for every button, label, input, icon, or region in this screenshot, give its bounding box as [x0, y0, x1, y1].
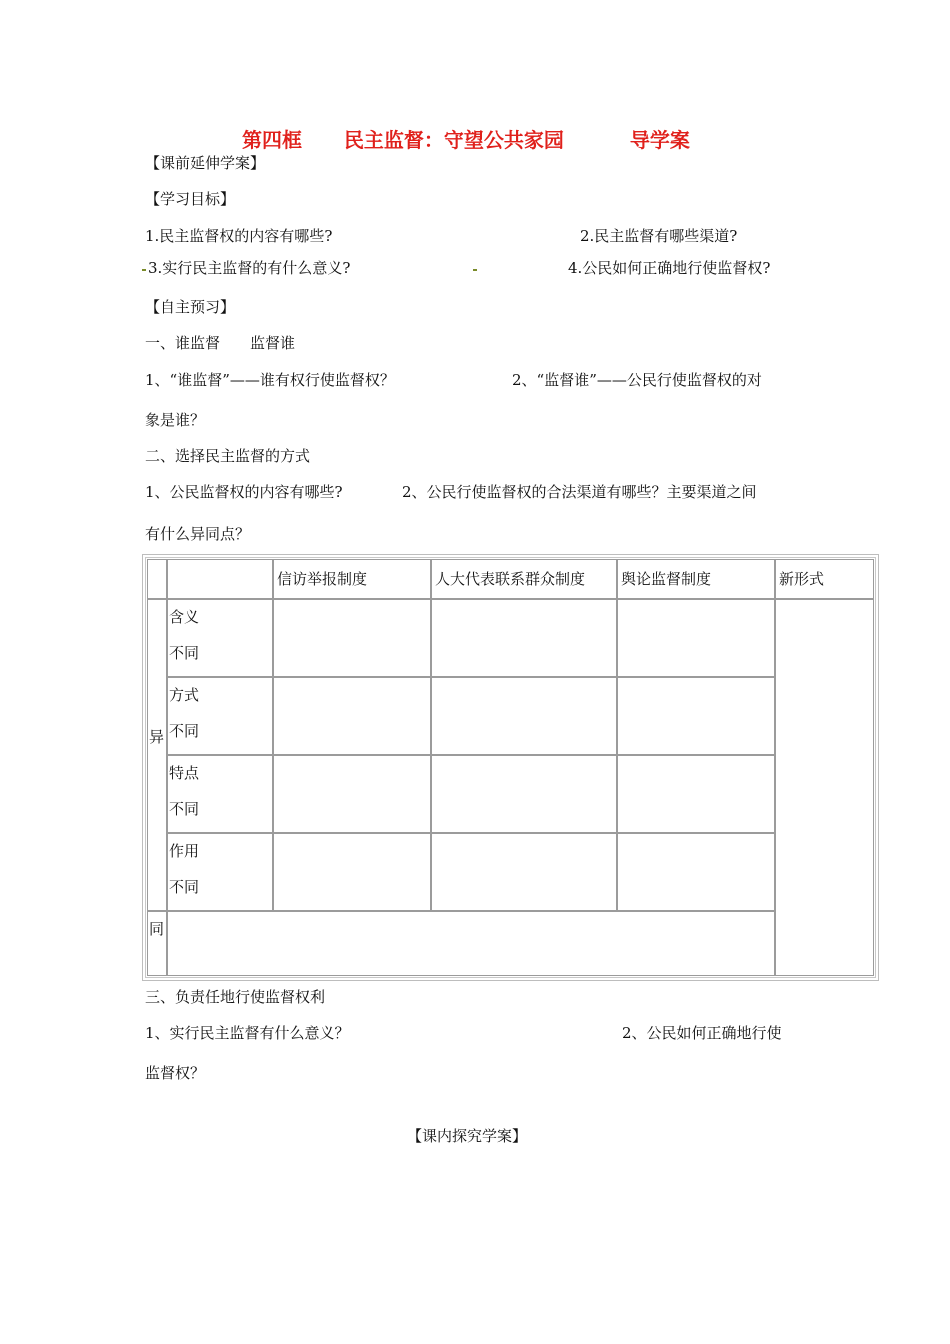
- header-col-4-label: 新形式: [779, 570, 825, 588]
- row-2-cell-2: [431, 677, 617, 755]
- row-1-cell-1: [273, 599, 431, 677]
- header-col-3-label: 舆论监督制度: [621, 570, 712, 588]
- part3-question-2-cont: 监督权？: [145, 1064, 206, 1082]
- part3-question-1: 1、实行民主监督有什么意义？: [145, 1024, 350, 1042]
- header-corner-left: [147, 559, 167, 599]
- part1-heading: 一、谁监督 监督谁: [145, 334, 296, 352]
- diff-label: 异: [149, 728, 165, 746]
- row-1-line-2: 不同: [169, 644, 200, 662]
- part3-question-2: 2、公民如何正确地行使: [622, 1024, 782, 1042]
- part3-heading: 三、负责任地行使监督权利: [145, 988, 326, 1006]
- row-1-label: [167, 599, 273, 677]
- marker-dot: [142, 269, 146, 271]
- row-2-label: [167, 677, 273, 755]
- row-2-cell-3: [617, 677, 775, 755]
- row-3-cell-1: [273, 755, 431, 833]
- row-2-cell-1: [273, 677, 431, 755]
- comparison-table: [142, 554, 879, 981]
- title-part-2: 民主监督：守望公共家园: [343, 128, 564, 152]
- row-3-cell-3: [617, 755, 775, 833]
- page-title: [242, 124, 690, 153]
- header-col-1: [273, 559, 431, 599]
- row-4-line-2: 不同: [169, 878, 200, 896]
- row-3-line-1: 特点: [169, 764, 200, 782]
- row-4-line-1: 作用: [169, 842, 200, 860]
- part1-question-2: 2、“监督谁”——公民行使监督权的对: [512, 371, 762, 389]
- same-label: 同: [149, 920, 165, 938]
- row-3-label: [167, 755, 273, 833]
- row-4-label: [167, 833, 273, 911]
- header-corner: [167, 559, 273, 599]
- header-col-2-label: 人大代表联系群众制度: [435, 570, 586, 588]
- same-label-cell: [147, 911, 167, 976]
- goal-2: 2.民主监督有哪些渠道?: [580, 227, 738, 245]
- part2-heading: 二、选择民主监督的方式: [145, 447, 311, 465]
- goal-1: 1.民主监督权的内容有哪些?: [145, 227, 333, 245]
- new-form-cell: [775, 599, 874, 976]
- part1-question-2-cont: 象是谁？: [145, 411, 206, 429]
- section-in-class: 【课内探究学案】: [407, 1127, 528, 1145]
- part1-question-1: 1、“谁监督”——谁有权行使监督权？: [145, 371, 395, 389]
- header-col-1-label: 信访举报制度: [277, 570, 368, 588]
- header-col-4: [775, 559, 874, 599]
- part2-question-2-cont: 有什么异同点？: [145, 525, 251, 543]
- row-2-line-2: 不同: [169, 722, 200, 740]
- marker-dot: [473, 269, 477, 271]
- row-1-cell-2: [431, 599, 617, 677]
- row-3-line-2: 不同: [169, 800, 200, 818]
- header-col-2: [431, 559, 617, 599]
- title-part-1: 第四框: [242, 128, 302, 152]
- goal-4: 4.公民如何正确地行使监督权?: [568, 259, 771, 277]
- title-part-3: 导学案: [629, 128, 690, 152]
- goal-3: 3.实行民主监督的有什么意义?: [148, 259, 351, 277]
- row-2-line-1: 方式: [169, 686, 200, 704]
- header-col-3: [617, 559, 775, 599]
- row-4-cell-3: [617, 833, 775, 911]
- diff-label-cell: [147, 599, 167, 911]
- row-4-cell-2: [431, 833, 617, 911]
- part2-question-2: 2、公民行使监督权的合法渠道有哪些？主要渠道之间: [402, 483, 757, 501]
- same-content-cell: [167, 911, 775, 976]
- section-goals: 【学习目标】: [145, 190, 236, 208]
- row-1-line-1: 含义: [169, 608, 200, 626]
- section-pre-class: 【课前延伸学案】: [145, 154, 266, 172]
- section-preview: 【自主预习】: [145, 298, 236, 316]
- part2-question-1: 1、公民监督权的内容有哪些?: [145, 483, 343, 501]
- row-1-cell-3: [617, 599, 775, 677]
- row-3-cell-2: [431, 755, 617, 833]
- row-4-cell-1: [273, 833, 431, 911]
